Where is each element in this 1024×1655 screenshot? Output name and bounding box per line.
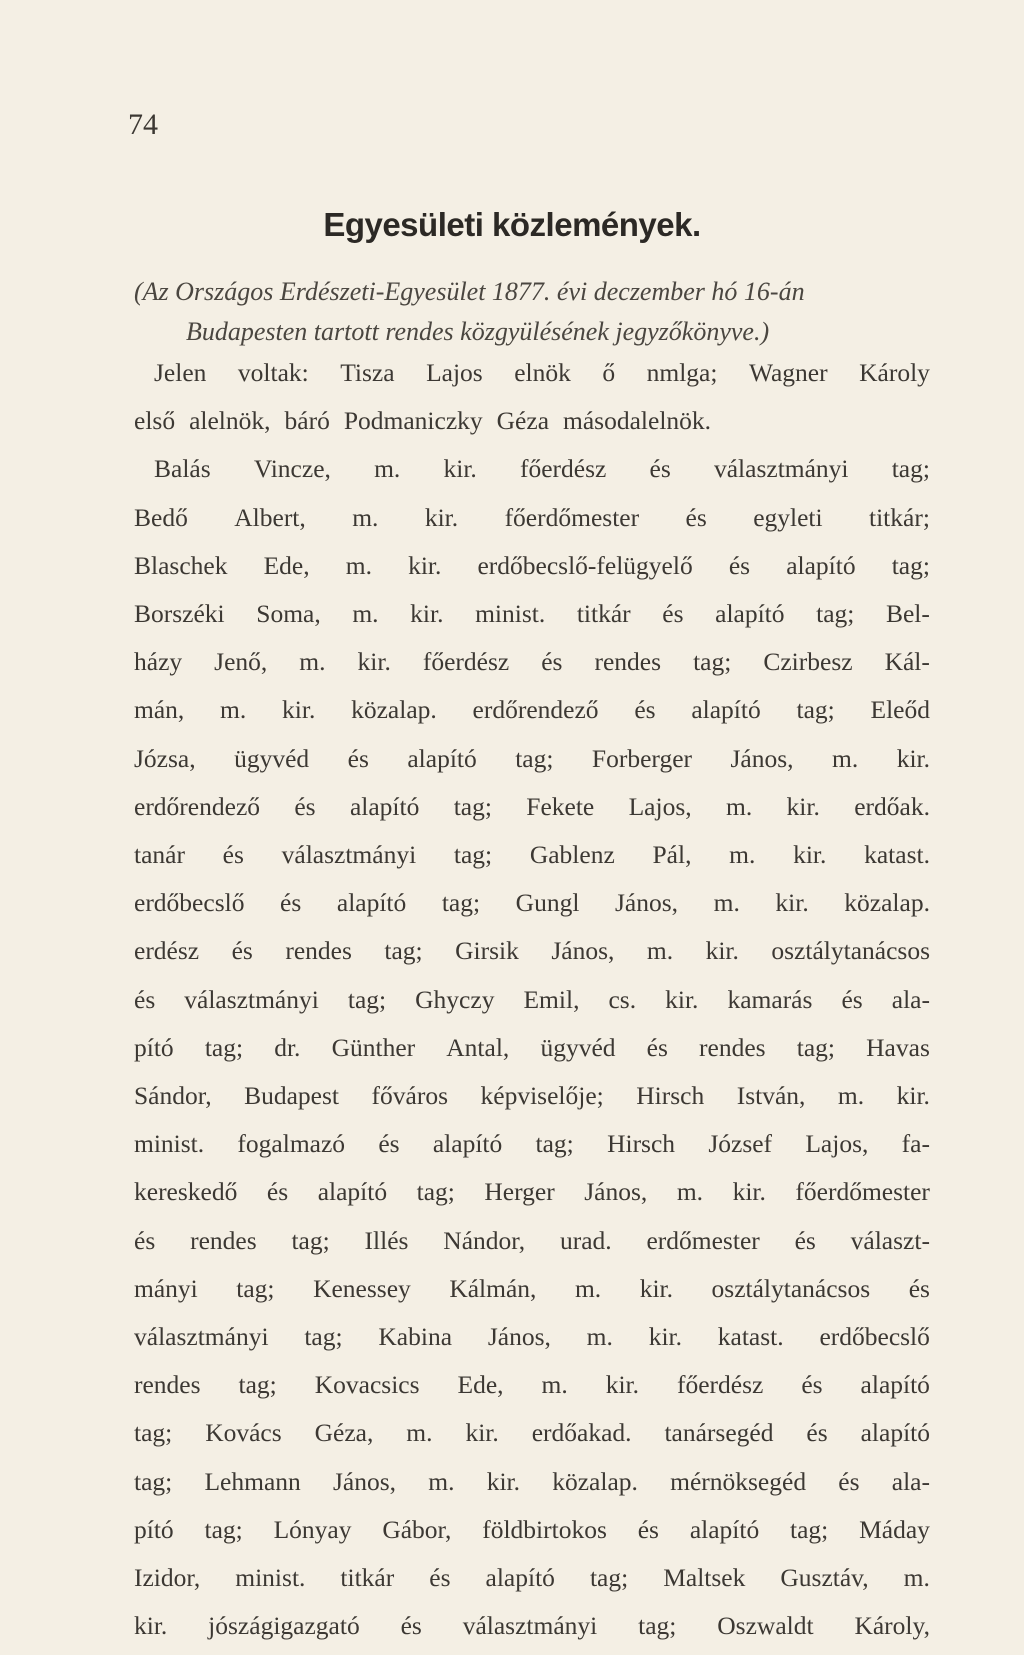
page-number: 74 [128,108,158,141]
text-line: választmányi tag; Kabina János, m. kir. katast. erdőbecslő [134,1322,930,1351]
text-line: kereskedő és alapító tag; Herger János, m. kir. főerdőmester [134,1177,930,1207]
text-line: pító tag; Lónyay Gábor, földbirtokos és alapító tag; Máday [134,1514,930,1544]
text-line: Józsa, ügyvéd és alapító tag; Forberger János, m. kir. [134,743,930,773]
text-line: és rendes tag; Illés Nándor, urad. erdőmester és választ- [134,1225,930,1255]
text-line: házy Jenő, m. kir. főerdész és rendes tag; Czirbesz Kál- [134,647,930,677]
text-line: Jelen voltak: Tisza Lajos elnök ő nmlga; Wagner Károly [154,358,930,387]
text-line: tanár és választmányi tag; Gablenz Pál, m. kir. katast. [134,840,930,869]
text-line: Borszéki Soma, m. kir. minist. titkár és alapító tag; Bel- [134,599,930,628]
text-line: minist. fogalmazó és alapító tag; Hirsch József Lajos, fa- [134,1129,930,1159]
text-line: első alelnök, báró Podmaniczky Géza másodalelnök. [134,406,712,436]
subtitle-line: (Az Országos Erdészeti-Egyesület 1877. évi deczember hó 16-án [134,277,805,306]
text-line: mán, m. kir. közalap. erdőrendező és alapító tag; Eleőd [134,695,930,725]
text-line: tag; Lehmann János, m. kir. közalap. mérnöksegéd és ala- [134,1466,930,1496]
text-line: Balás Vincze, m. kir. főerdész és választmányi tag; [154,454,930,484]
text-line: Bedő Albert, m. kir. főerdőmester és egyleti titkár; [134,502,930,532]
text-line: mányi tag; Kenessey Kálmán, m. kir. osztálytanácsos és [134,1273,930,1303]
text-line: és választmányi tag; Ghyczy Emil, cs. kir. kamarás és ala- [134,984,930,1014]
text-line: Sándor, Budapest főváros képviselője; Hirsch István, m. kir. [134,1081,930,1110]
text-line: Blaschek Ede, m. kir. erdőbecslő-felügyelő és alapító tag; [134,550,930,580]
text-line: erdőrendező és alapító tag; Fekete Lajos, m. kir. erdőak. [134,791,930,821]
text-line: Izidor, minist. titkár és alapító tag; Maltsek Gusztáv, m. [134,1563,930,1592]
subtitle-line: Budapesten tartott rendes közgyülésének jegyzőkönyve.) [186,317,770,346]
text-line: kir. jószágigazgató és választmányi tag; Oszwaldt Károly, [134,1611,930,1641]
text-line: rendes tag; Kovacsics Ede, m. kir. főerdész és alapító [134,1370,930,1400]
section-heading: Egyesületi közlemények. [323,206,701,243]
text-line: pító tag; dr. Günther Antal, ügyvéd és rendes tag; Havas [134,1032,930,1062]
text-line: erdőbecslő és alapító tag; Gungl János, m. kir. közalap. [134,888,930,918]
text-line: tag; Kovács Géza, m. kir. erdőakad. tanársegéd és alapító [134,1418,930,1448]
subtitle [134,272,924,352]
text-line: erdész és rendes tag; Girsik János, m. kir. osztálytanácsos [134,936,930,966]
